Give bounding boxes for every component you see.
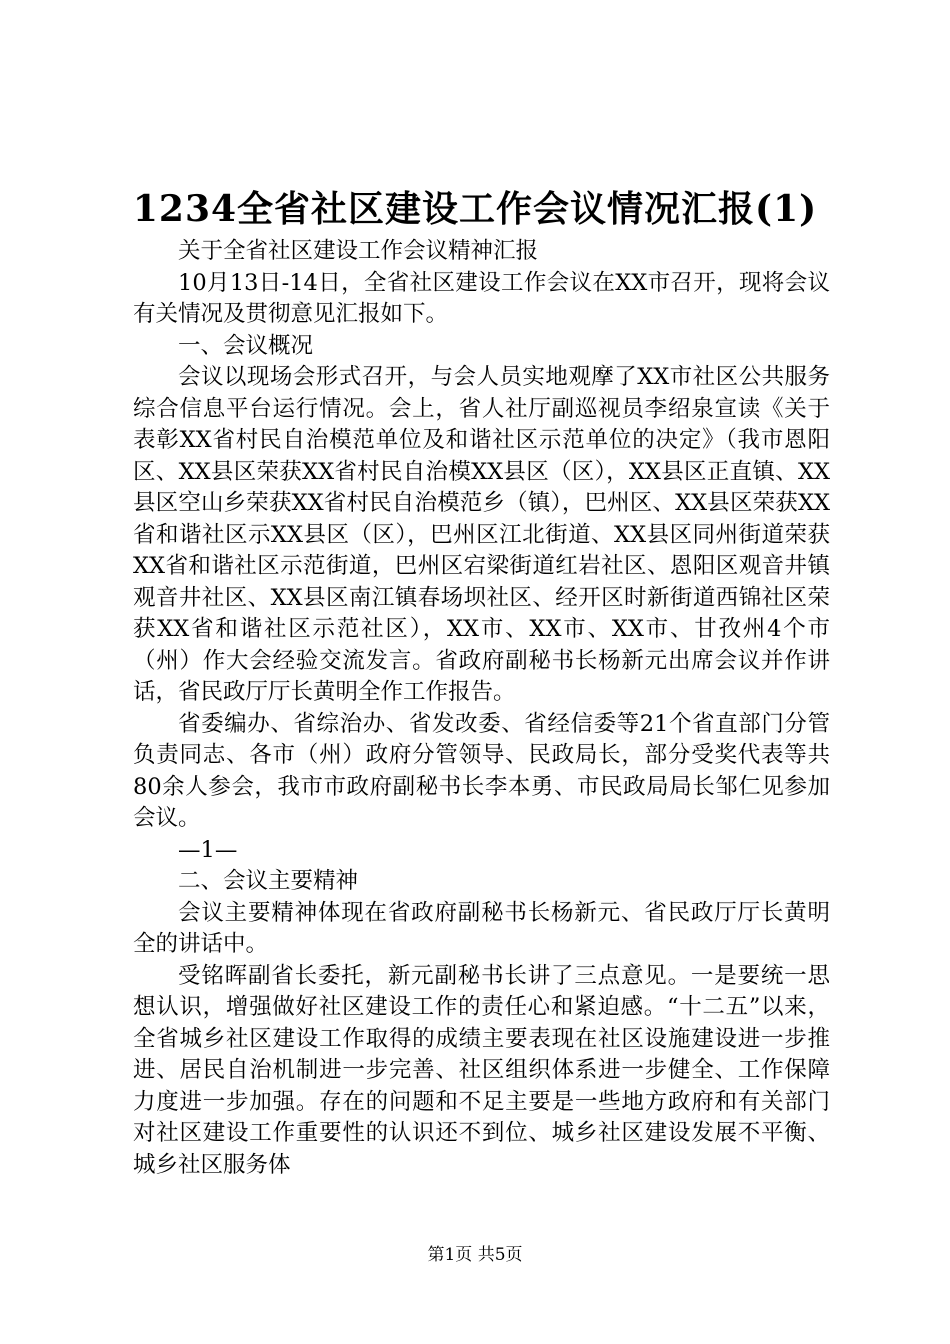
paragraph-overview: 会议以现场会形式召开，与会人员实地观摩了XX市社区公共服务综合信息平台运行情况。会上，省人社厅副巡视员李绍泉宣读《关于表彰XX省村民自治模范单位及和谐社区示范单位的决定》（我市恩阳区、XX县区荣获XX省村民自治模XX县区（区），XX县区正直镇、XX县区空山乡荣获XX省村民自治模范乡（镇），巴州区、XX县区荣获XX省和谐社区示XX县区（区），巴州区江北街道、XX县区同州街道荣获XX省和谐社区示范街道，巴州区宕梁街道红岩社区、恩阳区观音井镇观音井社区、XX县区南江镇春场坝社区、经开区时新街道西锦社区荣获XX省和谐社区示范社区），XX市、XX市、XX市、甘孜州4个市（州）作大会经验交流发言。省政府副秘书长杨新元出席会议并作讲话，省民政厅厅长黄明全作工作报告。 [133, 364, 830, 705]
paragraph-spirit: 会议主要精神体现在省政府副秘书长杨新元、省民政厅厅长黄明全的讲话中。 [133, 899, 830, 957]
section-heading-1: 一、会议概况 [178, 332, 314, 359]
paragraph-intro: 10月13日-14日，全省社区建设工作会议在XX市召开，现将会议有关情况及贯彻意见汇报如下。 [133, 269, 830, 327]
document-body [133, 236, 830, 1181]
paragraph-attendees: 省委编办、省综治办、省发改委、省经信委等21个省直部门分管负责同志、各市（州）政府分管领导、民政局长，部分受奖代表等共80余人参会，我市市政府副秘书长李本勇、市民政局局长邹仁见参加会议。 [133, 710, 830, 831]
document-title: 1234全省社区建设工作会议情况汇报(1) [132, 188, 818, 230]
paragraph-subtitle: 关于全省社区建设工作会议精神汇报 [178, 238, 539, 264]
section-heading-2: 二、会议主要精神 [178, 868, 359, 894]
page-marker: —1— [178, 836, 238, 863]
page-footer: 第1页 共5页 [427, 1245, 523, 1265]
paragraph-opinions: 受铭晖副省长委托，新元副秘书长讲了三点意见。一是要统一思想认识，增强做好社区建设工作的责任心和紧迫感。“十二五”以来，全省城乡社区建设工作取得的成绩主要表现在社区设施建设进一步推进、居民自治机制进一步完善、社区组织体系进一步健全、工作保障力度进一步加强。存在的问题和不足主要是一些地方政府和有关部门对社区建设工作重要性的认识还不到位、城乡社区建设发展不平衡、城乡社区服务体 [133, 962, 830, 1178]
